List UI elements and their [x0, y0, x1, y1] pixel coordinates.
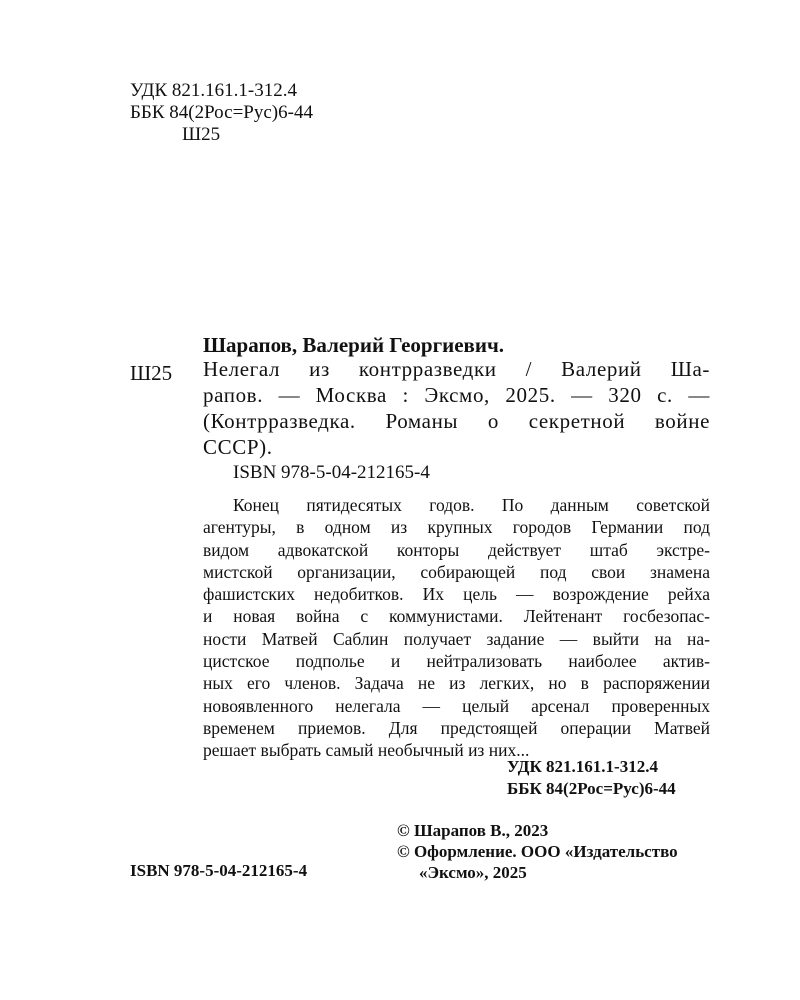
title-line: Нелегал из контрразведки / Валерий Ша- — [203, 357, 710, 381]
top-classification-codes — [130, 80, 313, 146]
cutter-code: Ш25 — [182, 124, 221, 145]
bottom-udk-code: УДК 821.161.1-312.4 — [507, 757, 658, 776]
annotation-line: новоявленного нелегала — целый арсенал проверенных — [203, 695, 710, 716]
isbn-entry: ISBN 978-5-04-212165-4 — [233, 462, 430, 483]
title-line: рапов. — Москва : Эксмо, 2025. — 320 с. — — [203, 383, 710, 407]
copyright-author: © Шарапов В., 2023 — [397, 821, 549, 840]
isbn-bottom: ISBN 978-5-04-212165-4 — [130, 861, 308, 880]
bbk-code: ББК 84(2Рос=Рус)6-44 — [130, 102, 313, 123]
copyright-block — [397, 820, 678, 883]
annotation-line: видом адвокатской конторы действует штаб экстре- — [203, 539, 710, 560]
title-description — [203, 356, 710, 460]
annotation-line: ных его членов. Задача не из легких, но в распоряжении — [203, 673, 710, 694]
title-line: СССР). — [203, 435, 273, 459]
bottom-bbk-code: ББК 84(2Рос=Рус)6-44 — [507, 779, 676, 798]
annotation-line: фашистских недобитков. Их цель — возрождение рейха — [203, 584, 710, 605]
annotation-line: мистской организации, собирающей под свои знамена — [203, 561, 710, 582]
author-heading: Шарапов, Валерий Георгиевич. — [203, 333, 505, 357]
copyright-design-continued: «Эксмо», 2025 — [419, 863, 527, 882]
title-line: (Контрразведка. Романы о секретной войне — [203, 409, 710, 433]
annotation-line: временем приемов. Для предстоящей операции Матвей — [203, 717, 710, 738]
annotation-paragraph — [203, 494, 710, 762]
bottom-classification-codes — [507, 756, 676, 800]
entry-cutter-code: Ш25 — [130, 361, 173, 385]
annotation-line: ности Матвей Саблин получает задание — выйти на на- — [203, 628, 710, 649]
annotation-line: цистское подполье и нейтрализовать наиболее актив- — [203, 651, 710, 672]
copyright-design: © Оформление. ООО «Издательство — [397, 842, 678, 861]
annotation-line: и новая война с коммунистами. Лейтенант госбезопас- — [203, 606, 710, 627]
annotation-line: агентуры, в одном из крупных городов Германии под — [203, 517, 710, 538]
udk-code: УДК 821.161.1-312.4 — [130, 80, 297, 101]
annotation-line: решает выбрать самый необычный из них... — [203, 740, 530, 761]
annotation-line: Конец пятидесятых годов. По данным советской — [233, 495, 710, 515]
